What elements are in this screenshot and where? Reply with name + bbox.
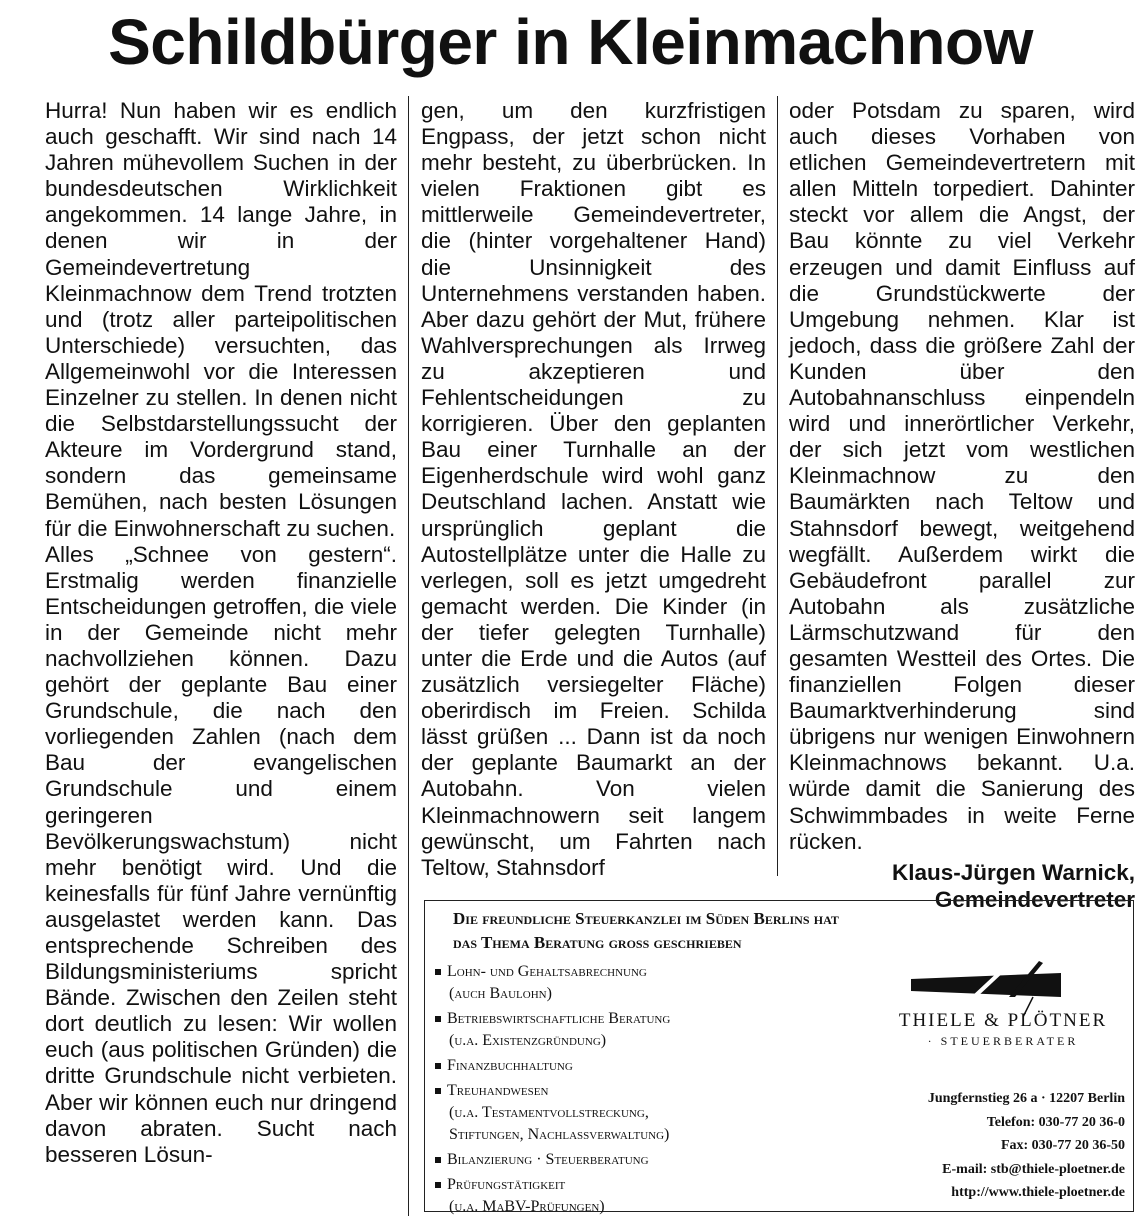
ad-service-item: Treuhandwesen (u.a. Testamentvollstreckung, Stiftungen, Nachlassverwaltung) — [435, 1080, 855, 1146]
bullet-icon — [435, 1157, 441, 1163]
email: E-mail: stb@thiele-ploetner.de — [942, 1161, 1125, 1177]
ad-headline-line: Die freundliche Steuerkanzlei im Süden Berlins hat — [453, 909, 839, 928]
bullet-icon — [435, 1016, 441, 1022]
author-role: Gemeindevertreter — [934, 886, 1135, 912]
phone: Telefon: 030-77 20 36-0 — [986, 1114, 1125, 1130]
fax: Fax: 030-77 20 36-50 — [1000, 1138, 1125, 1153]
ad-service-item: Bilanzierung · Steuerberatung — [435, 1149, 855, 1171]
advertisement — [424, 900, 1134, 1215]
bullet-icon — [435, 1063, 441, 1069]
article-paragraph: oder Potsdam zu sparen, wird auch dieses Vorhaben von etlichen Gemeindevertretern mit allen Mitteln torpediert. Dahinter steckt vor allem die Angst, der Bau könnte zu viel Verkehr erzeugen und damit Einfluss auf die Grundstückwerte der Umgebung nehmen. Klar ist jedoch, dass die größere Zahl der Kunden über den Autobahnanschluss einpendeln wird und innerörtlicher Verkehr, der sich jetzt vom westlichen Kleinmachnow zu den Baumärkten nach Teltow und Stahnsdorf bewegt, weitgehend wegfällt. Außerdem wirkt die Gebäudefront parallel zur Autobahn als zusätzliche Lärmschutzwand für den gesamten Westteil des Ortes. Die finanziellen Folgen dieser Baumarktverhinderung sind übrigens nur wenigen Einwohnern Kleinmachnows bekannt. U.a. würde damit die Sanierung des Schwimmbades in weite Ferne rücken. — [789, 98, 1135, 854]
firm-logo-icon — [911, 957, 1061, 1017]
author-name: Klaus-Jürgen Warnick, — [892, 859, 1135, 885]
address: Jungfernstieg 26 a · 12207 Berlin — [927, 1091, 1125, 1106]
article-paragraph: Hurra! Nun haben wir es endlich auch geschafft. Wir sind nach 14 Jahren mühevollem Suchen in der bundesdeutschen Wirklichkeit angekommen. 14 lange Jahre, in denen wir in der Gemeindevertretung Kleinmachnow dem Trend trotzten und (trotz aller parteipolitischen Unterschiede) versuchten, das Allgemeinwohl vor die Interessen Einzelner zu stellen. In denen nicht die Selbstdarstellungssucht der Akteure im Vordergrund stand, sondern das gemeinsame Bemühen, nach besten Lösungen für die Einwohnerschaft zu suchen. — [45, 98, 397, 541]
column-divider — [408, 96, 409, 1216]
bullet-icon — [435, 1088, 441, 1094]
bullet-icon — [435, 969, 441, 975]
ad-service-item: Betriebswirtschaftliche Beratung (u.a. Existenzgründung) — [435, 1008, 855, 1052]
ad-service-item: Prüfungstätigkeit (u.a. MaBV-Prüfungen) — [435, 1174, 855, 1218]
ad-service-item: Finanzbuchhaltung — [435, 1055, 855, 1077]
website: http://www.thiele-ploetner.de — [951, 1185, 1125, 1200]
article-column-2 — [421, 98, 766, 888]
ad-service-list — [435, 961, 855, 1221]
firm-name: THIELE & PLÖTNER — [898, 1010, 1108, 1031]
article-column-1 — [45, 98, 397, 1168]
headline: Schildbürger in Kleinmachnow — [108, 6, 1033, 78]
article-column-3 — [789, 98, 1135, 913]
column-divider — [777, 96, 778, 876]
ad-service-item: Lohn- und Gehaltsabrechnung (auch Baulohn) — [435, 961, 855, 1005]
ad-headline — [453, 907, 1013, 955]
article-paragraph: gen, um den kurzfristigen Engpass, der jetzt schon nicht mehr besteht, zu überbrücken. In vielen Fraktionen gibt es mittlerweile Gemeindevertreter, die (hinter vorgehaltener Hand) die Unsinnigkeit des Unternehmens verstanden haben. Aber dazu gehört der Mut, frühere Wahlversprechungen als Irrweg zu akzeptieren und Fehlentscheidungen zu korrigieren. Über den geplanten Bau einer Turnhalle an der Eigenherdschule wird wohl ganz Deutschland lachen. Anstatt wie ursprünglich geplant die Autostellplätze unter die Halle zu verlegen, soll es jetzt umgedreht gemacht werden. Die Kinder (in der tiefer gelegten Turnhalle) unter die Erde und die Autos (auf zusätzlich versiegelter Fläche) oberirdisch im Freien. Schilda lässt grüßen ... Dann ist da noch der geplante Baumarkt an der Autobahn. Von vielen Kleinmachnowern seit langem gewünscht, um Fahrten nach Teltow, Stahnsdorf — [421, 98, 766, 880]
bullet-icon — [435, 1182, 441, 1188]
article-paragraph: Alles „Schnee von gestern“. Erstmalig werden finanzielle Entscheidungen getroffen, die viele in der Gemeinde nicht mehr nachvollziehen können. Dazu gehört der geplante Bau einer Grundschule, die nach den vorliegenden Zahlen (nach dem Bau der evangelischen Grundschule und einem geringeren Bevölkerungswachstum) nicht mehr benötigt wird. Und die keinesfalls für fünf Jahre vernünftig ausgelastet werden kann. Das entsprechende Schreiben des Bildungsministeriums spricht Bände. Zwischen den Zeilen steht dort deutlich zu lesen: Wir wollen euch (aus politischen Gründen) die dritte Grundschule nicht verbieten. Aber wir können euch nur dringend davon abraten. Sucht nach besseren Lösun- — [45, 541, 397, 1167]
contact-block — [825, 1087, 1125, 1205]
firm-subtitle: · STEUERBERATER — [927, 1034, 1079, 1048]
ad-headline-line: das Thema Beratung gross geschrieben — [453, 933, 742, 952]
